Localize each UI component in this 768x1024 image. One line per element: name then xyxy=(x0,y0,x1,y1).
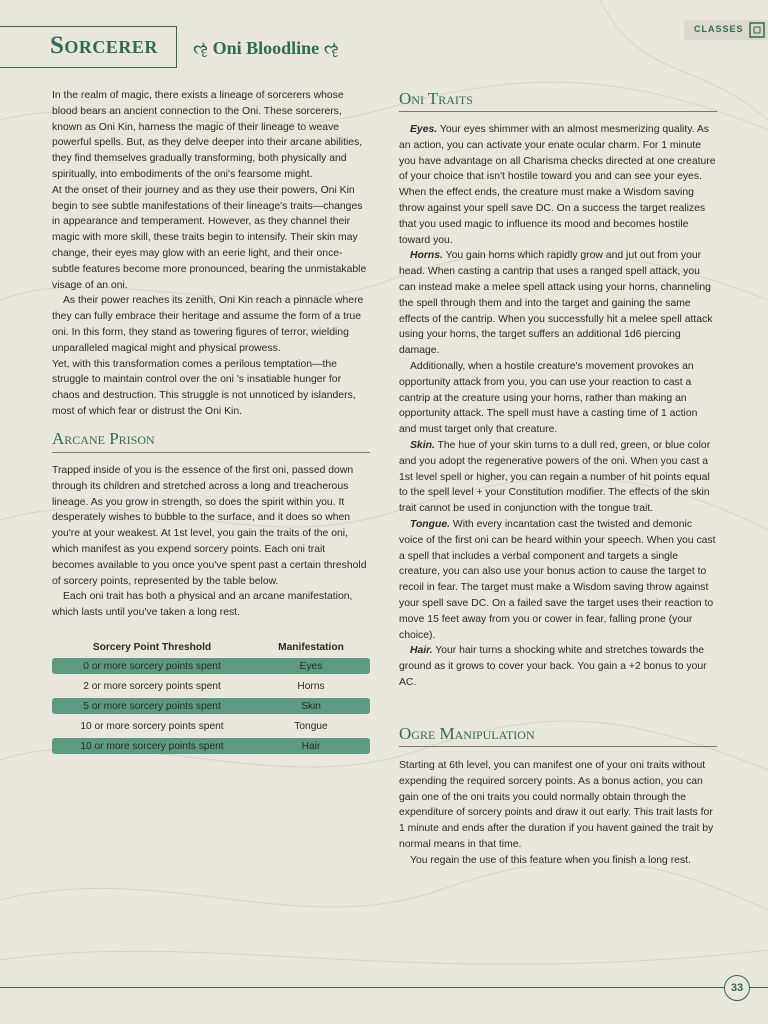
table-cell-manifestation: Tongue xyxy=(294,720,328,732)
trait-tongue xyxy=(399,517,717,643)
arcane-prison-paragraph: Each oni trait has both a physical and an arcane manifestation, which lasts until you've taken a long rest. xyxy=(52,591,353,619)
page-title: Sorcerer xyxy=(50,32,158,59)
trait-eyes xyxy=(399,122,717,248)
table-cell-manifestation: Horns xyxy=(297,680,325,692)
intro-column xyxy=(52,88,370,420)
arcane-prison-paragraph: Trapped inside of you is the essence of the first oni, passed down through its children and stretched across a long and treacherous lineage. As you grow in strength, so does the spirit within you. It desperately wishes to bubble to the surface, and it does so when you're at your weakest. At 1st level, you gain the traits of the oni, which manifest as you expend sorcery points. Each oni trait becomes available to you once you've spent past a certain threshold of sorcery points, represented by the table below. xyxy=(52,465,367,587)
classes-tab-label: CLASSES xyxy=(694,24,744,34)
table-cell-threshold: 5 or more sorcery points spent xyxy=(52,698,252,714)
trait-hair xyxy=(399,643,717,690)
trait-name: Skin. xyxy=(410,439,435,451)
page-number: 33 xyxy=(724,975,750,1001)
sorcery-point-table xyxy=(52,636,370,758)
table-cell-manifestation: Eyes xyxy=(252,658,370,674)
table-cell-threshold: 10 or more sorcery points spent xyxy=(80,720,224,732)
trait-skin xyxy=(399,438,717,517)
trait-text: You gain horns which rapidly grow and jut out from your head. When casting a cantrip that uses a ranged spell attack, you can instead make a melee spell attack using your horns, channeling the spell through them and into the target and gaining the same effects of the cantrip. When you successfully hit a melee spell attack using your horns, the target suffers an additional 1d6 piercing damage. xyxy=(399,250,713,357)
ogre-paragraph: Starting at 6th level, you can manifest one of your oni traits without expending the required sorcery points. As a bonus action, you can gain one of the oni traits you could normally obtain through the expenditure of sorcery points and draw it out early. This trait lasts for 1 minute and ends after the duration if you havent gained the trait by normal means in that time. xyxy=(399,760,714,850)
knot-left-icon: ૡ xyxy=(193,38,209,58)
trait-name: Hair. xyxy=(410,645,433,657)
subclass-title xyxy=(193,38,339,59)
trait-name: Horns. xyxy=(410,250,443,262)
trait-horns xyxy=(399,248,717,359)
section-divider xyxy=(52,452,370,453)
trait-name: Tongue. xyxy=(410,518,451,530)
trait-horns-extra: Additionally, when a hostile creature's movement provokes an opportunity attack from you, you can use your reaction to cast a cantrip at the creature using your horns, rather than making an opportunity attack. The spell must have a casting time of 1 action and must target only that creature. xyxy=(399,360,698,436)
trait-text: With every incantation cast the twisted and demonic voice of the first oni can be heard within your speech. When you cast a spell that includes a verbal component and targets a single creature, you can also use your bonus action to cause the target to recoil in fear. The target must make a Wisdom saving throw against your spell save DC. On a failed save the target uses their reaction to move 15 feet away from you or cower in fear, falling prone (your choice). xyxy=(399,518,716,641)
table-cell-manifestation: Hair xyxy=(252,738,370,754)
table-row xyxy=(52,678,370,694)
table-header-threshold: Sorcery Point Threshold xyxy=(92,641,212,653)
oni-traits-heading: Oni Traits xyxy=(399,89,473,108)
trait-name: Eyes. xyxy=(410,124,438,135)
subclass-title-text: Oni Bloodline xyxy=(212,38,320,58)
table-row xyxy=(52,738,370,754)
table-row xyxy=(52,698,370,714)
knot-right-icon: ૡ xyxy=(323,38,339,58)
intro-paragraph: At the onset of their journey and as they use their powers, Oni Kin begin to see subtle manifestations of their lineage's traits—changes in appearance and temperament. However, as they channel their magic with more skill, these traits begin to intensify. Their skin may change, their eyes may glow with an eerie light, and their once-subtle features become more pronounced, bearing the unmistakable visage of an oni. xyxy=(52,184,367,291)
arcane-prison-heading: Arcane Prison xyxy=(52,429,155,448)
trait-text: Your eyes shimmer with an almost mesmerizing quality. As an action, you can activate your enate ocular charm. For 1 minute you have advantage on all Charisma checks directed at one creature of your choice that isn't hostile toward you and can see your eyes. When the effect ends, the creature must make a Wisdom saving throw against your spell save DC. On a success the target realizes that you used magic to influence its mood and becomes hostile toward you. xyxy=(399,124,716,246)
table-cell-threshold: 0 or more sorcery points spent xyxy=(52,658,252,674)
oni-traits-body xyxy=(399,122,717,691)
ogre-manipulation-heading: Ogre Manipulation xyxy=(399,724,535,743)
section-divider xyxy=(399,111,717,112)
table-cell-threshold: 10 or more sorcery points spent xyxy=(52,738,252,754)
table-row xyxy=(52,718,370,734)
ogre-manipulation-body xyxy=(399,758,717,869)
section-divider xyxy=(399,746,717,747)
ogre-paragraph: You regain the use of this feature when you finish a long rest. xyxy=(410,854,691,866)
table-cell-manifestation: Skin xyxy=(252,698,370,714)
intro-paragraph: As their power reaches its zenith, Oni Kin reach a pinnacle where they can fully embrace their heritage and assume the form of a true oni. In this form, they stand as towering figures of terror, wielding unparalleled magical might and physical prowess. xyxy=(52,295,364,354)
table-header-row xyxy=(52,640,370,654)
intro-paragraph: In the realm of magic, there exists a lineage of sorcerers whose blood bears an ancient connection to the Oni. These sorcerers, known as Oni Kin, harness the magic of their lineage to weave powerful spells. But, as they delve deeper into their arcane abilities, they find themselves gradually transforming, both physically and spiritually, into embodiments of the oni's fearsome might. xyxy=(52,90,363,180)
footer-rule xyxy=(0,987,768,988)
trait-text: Your hair turns a shocking white and stretches towards the ground as it grows to cover your back. You gain a +2 bonus to your AC. xyxy=(399,645,707,688)
intro-paragraph: Yet, with this transformation comes a perilous temptation—the struggle to maintain control over the oni 's insatiable hunger for chaos and destruction. This struggle is not unnoticed by islanders, most of which fear or distrust the Oni Kin. xyxy=(52,358,356,417)
arcane-prison-body xyxy=(52,463,370,621)
trait-text: The hue of your skin turns to a dull red, green, or blue color and you adopt the regenerative powers of the oni. When you cast a 1st level spell or higher, you can regain a number of hit points equal to the spell level + your Constitution modifier. The effects of the skin trait cannot be used in conjunction with the tongue trait. xyxy=(399,439,711,515)
table-row xyxy=(52,658,370,674)
table-cell-threshold: 2 or more sorcery points spent xyxy=(83,680,221,692)
table-header-manifestation: Manifestation xyxy=(278,641,344,653)
